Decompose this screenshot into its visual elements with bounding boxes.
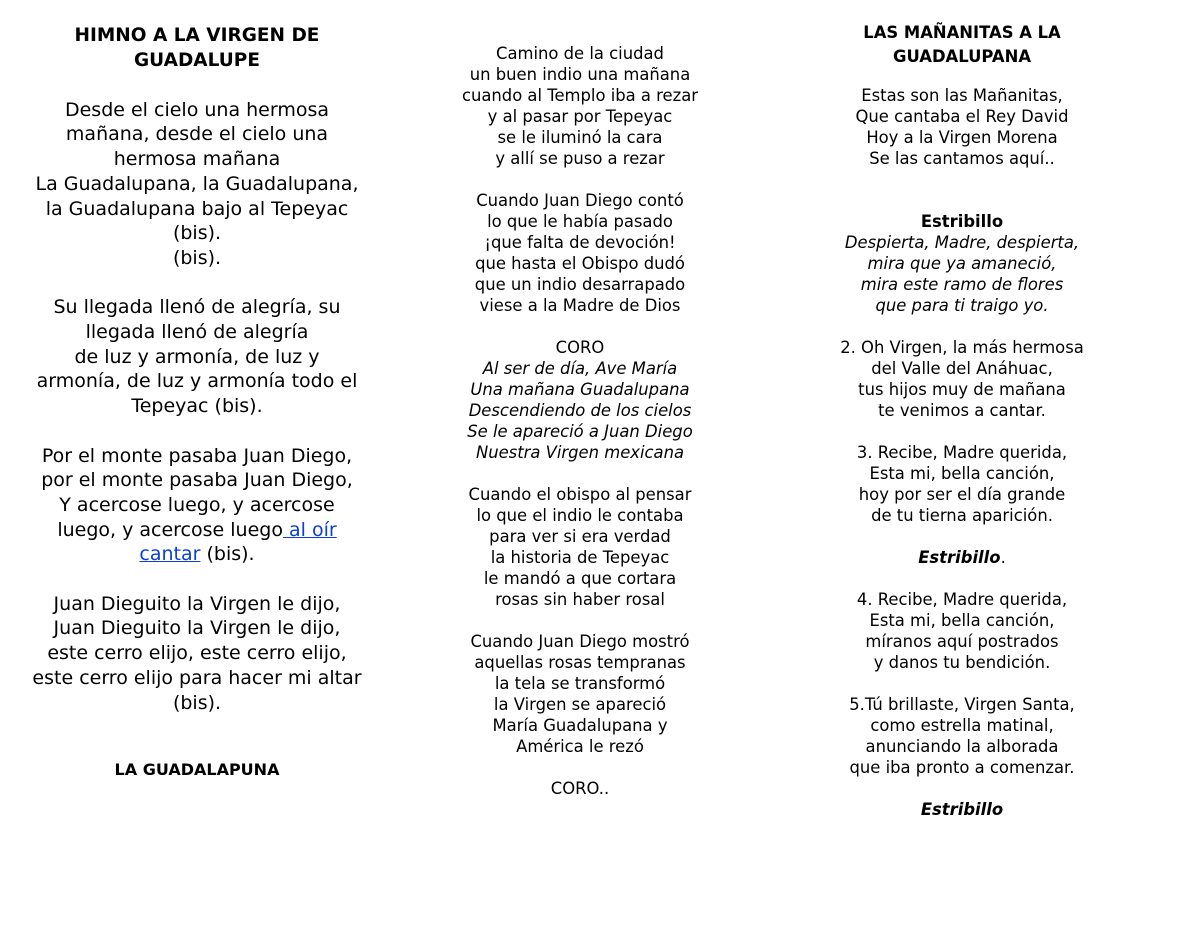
coro-end-label: CORO.. [550, 779, 610, 798]
estribillo-line: Despierta, Madre, despierta, [844, 233, 1080, 252]
estribillo-line: que para ti traigo yo. [875, 296, 1049, 315]
lyric-line: lo que le había pasado [487, 212, 673, 231]
column-himno [32, 24, 362, 783]
lyric-line: Estas son las Mañanitas, [861, 86, 1063, 105]
lyric-line: Hoy a la Virgen Morena [866, 128, 1058, 147]
guadalapuna-title: LA GUADALAPUNA [114, 759, 280, 779]
lyric-line: y al pasar por Tepeyac [487, 107, 673, 126]
coro-line: Al ser de día, Ave María [482, 359, 678, 378]
lyric-line: Esta mi, bella canción, [869, 464, 1055, 483]
lyric-line: Desde el cielo una hermosa mañana, desde el cielo una hermosa mañana [64, 98, 330, 171]
lyric-line: ¡que falta de devoción! [484, 233, 676, 252]
lyric-line: 3. Recibe, Madre querida, [856, 443, 1068, 462]
lyric-line: Esta mi, bella canción, [869, 611, 1055, 630]
coro-line: Una mañana Guadalupana [470, 380, 690, 399]
lyric-line: como estrella matinal, [870, 716, 1054, 735]
estribillo-ref-dot: . [1000, 548, 1006, 567]
lyric-line: del Valle del Anáhuac, [871, 359, 1053, 378]
lyric-line: y danos tu bendición. [873, 653, 1051, 672]
column-camino [430, 43, 730, 799]
lyric-line: Que cantaba el Rey David [855, 107, 1069, 126]
lyric-line: América le rezó [516, 737, 644, 756]
lyric-line: rosas sin haber rosal [495, 590, 665, 609]
lyric-line: Cuando Juan Diego contó [476, 191, 684, 210]
al-oir-cantar-link[interactable]: al oír cantar [139, 518, 337, 566]
lyric-line: (bis). [172, 246, 222, 269]
lyric-line: que iba pronto a comenzar. [849, 758, 1075, 777]
lyric-line: anunciando la alborada [865, 737, 1059, 756]
estribillo-ref [812, 547, 1112, 568]
lyric-line: un buen indio una mañana [469, 65, 691, 84]
coro-line: Descendiendo de los cielos [468, 401, 692, 420]
lyric-line: hoy por ser el día grande [858, 485, 1066, 504]
lyric-line: Cuando Juan Diego mostró [470, 632, 690, 651]
estribillo-line: mira este ramo de flores [860, 275, 1064, 294]
lyric-text: (bis). [200, 543, 255, 566]
lyric-line: la historia de Tepeyac [490, 548, 670, 567]
lyric-line: míranos aquí postrados [865, 632, 1059, 651]
lyric-line: viese a la Madre de Dios [479, 296, 681, 315]
mananitas-title: GUADALUPANA [893, 47, 1031, 66]
lyric-line: aquellas rosas tempranas [474, 653, 686, 672]
lyric-line: Cuando el obispo al pensar [468, 485, 692, 504]
lyric-line: te venimos a cantar. [878, 401, 1046, 420]
lyric-line: Juan Dieguito la Virgen le dijo, Juan Dieguito la Virgen le dijo, [53, 592, 341, 640]
estribillo-end: Estribillo [920, 800, 1004, 819]
lyric-line: la tela se transformó [494, 674, 666, 693]
lyric-line: que un indio desarrapado [474, 275, 686, 294]
lyric-line: le mandó a que cortara [483, 569, 677, 588]
himno-title: HIMNO A LA VIRGEN DE GUADALUPE [74, 25, 320, 71]
lyric-line: 2. Oh Virgen, la más hermosa [840, 338, 1084, 357]
lyric-line-with-link [32, 493, 362, 567]
lyric-line: de luz y armonía, de luz y armonía, de luz y armonía todo el Tepeyac (bis). [36, 345, 358, 418]
lyric-line: 5.Tú brillaste, Virgen Santa, [849, 695, 1075, 714]
coro-label: CORO [555, 338, 605, 357]
lyric-line: este cerro elijo, este cerro elijo, este cerro elijo para hacer mi altar (bis). [32, 642, 362, 714]
lyric-line: de tu tierna aparición. [871, 506, 1053, 525]
estribillo-label: Estribillo [920, 212, 1004, 231]
lyric-line: La Guadalupana, la Guadalupana, la Guadalupana bajo al Tepeyac (bis). [35, 172, 359, 245]
lyric-line: se le iluminó la cara [497, 128, 663, 147]
lyric-line: lo que el indio le contaba [476, 506, 684, 525]
coro-line: Se le apareció a Juan Diego [467, 422, 693, 441]
estribillo-ref-label: Estribillo [918, 548, 1001, 567]
lyric-text: Y acercose luego, y acercose luego, y acercose luego [57, 493, 335, 541]
lyric-line: y allí se puso a rezar [495, 149, 665, 168]
coro-line: Nuestra Virgen mexicana [475, 443, 685, 462]
lyric-line: cuando al Templo iba a rezar [461, 86, 699, 105]
estribillo-line: mira que ya amaneció, [867, 254, 1057, 273]
lyric-line: María Guadalupana y [492, 716, 668, 735]
lyric-line: Se las cantamos aquí.. [869, 149, 1055, 168]
mananitas-title: LAS MAÑANITAS A LA [863, 23, 1061, 42]
lyric-line: para ver si era verdad [489, 527, 671, 546]
lyric-line: Por el monte pasaba Juan Diego, por el monte pasaba Juan Diego, [41, 444, 353, 492]
lyric-line: que hasta el Obispo dudó [475, 254, 685, 273]
column-mananitas [812, 21, 1112, 820]
lyric-line: Camino de la ciudad [496, 44, 664, 63]
lyric-line: 4. Recibe, Madre querida, [856, 590, 1068, 609]
lyric-line: Su llegada llenó de alegría, su llegada llenó de alegría [53, 296, 341, 343]
lyric-line: tus hijos muy de mañana [858, 380, 1066, 399]
lyric-line: la Virgen se apareció [493, 695, 667, 714]
